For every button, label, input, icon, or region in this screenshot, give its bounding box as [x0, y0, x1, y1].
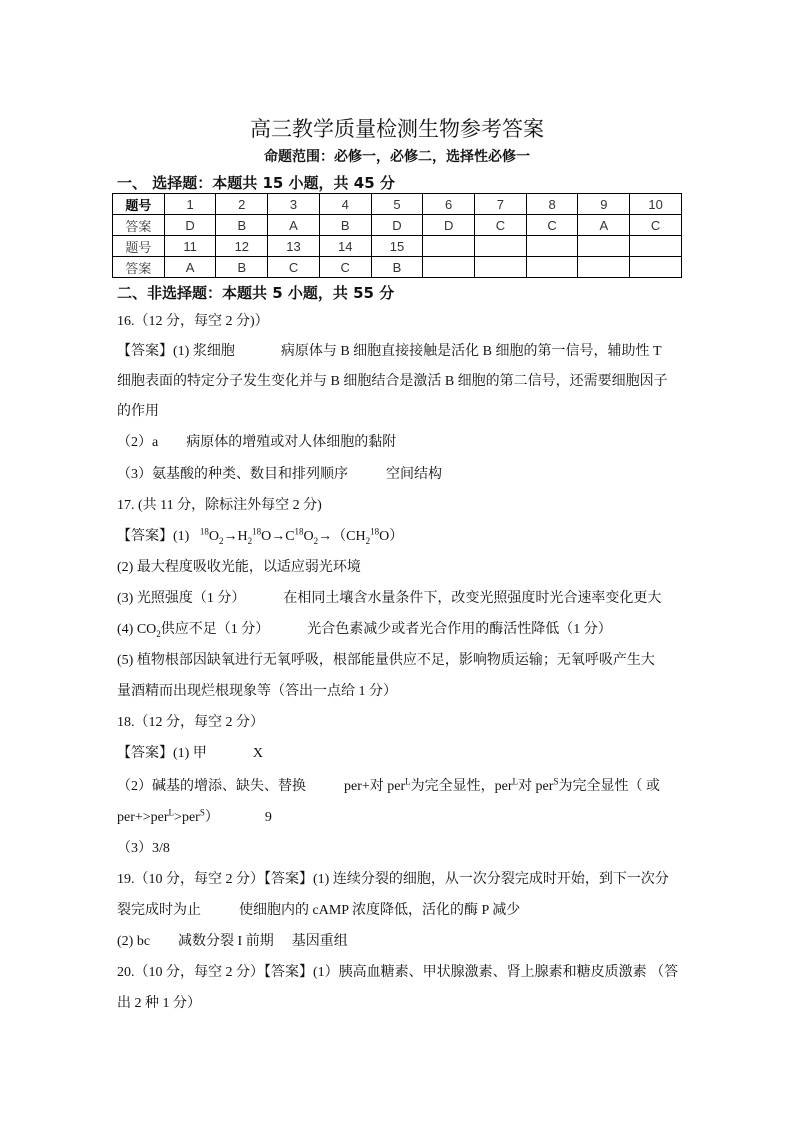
answer-label: （3）氨基酸的种类、数目和排列顺序 — [117, 467, 348, 482]
section-heading-nonchoice: 二、非选择题：本题共 5 小题，共 55 分 — [117, 284, 395, 302]
q17-answer-5-cont: 量酒精而出现烂根现象等（答出一点给 1 分） — [117, 684, 397, 699]
table-cell: C — [475, 215, 527, 236]
q16-answer-3 — [117, 466, 442, 484]
answer-text: 空间结构 — [386, 467, 442, 482]
q17-answer-5: (5) 植物根部因缺氧进行无氧呼吸，根部能量供应不足，影响物质运输；无氧呼吸产生大 — [117, 653, 655, 668]
isotope-formula: $^{18}O_2\to H_2^{18}O\to C^{18}O_2\to(CH_2^{18}O)$ — [199, 526, 404, 546]
answer-label: 【答案】(1) — [117, 529, 190, 544]
table-cell — [526, 257, 578, 278]
answer-label: （2）a — [117, 435, 159, 450]
answer-text: 9 — [264, 810, 272, 825]
table-cell: 1 — [164, 194, 216, 215]
table-cell — [475, 236, 527, 257]
q16-heading: 16.（12 分，每空 2 分)） — [117, 314, 269, 329]
row-header-cell: 题号 — [113, 236, 165, 257]
q17-answer-2: (2) 最大程度吸收光能，以适应弱光环境 — [117, 560, 361, 575]
table-cell: B — [216, 257, 268, 278]
q18-answer-1 — [117, 745, 263, 763]
table-cell: D — [164, 215, 216, 236]
row-header-cell: 题号 — [113, 194, 165, 215]
table-row — [113, 236, 682, 257]
answer-table — [112, 193, 682, 278]
table-cell: D — [423, 215, 475, 236]
table-cell: B — [371, 257, 423, 278]
table-cell: C — [630, 215, 682, 236]
table-cell: 9 — [578, 194, 630, 215]
table-cell: 8 — [526, 194, 578, 215]
row-header-cell: 答案 — [113, 257, 165, 278]
q16-answer-2 — [117, 434, 396, 452]
q20-answer-1: 20.（10 分，每空 2 分）【答案】(1）胰高血糖素、甲状腺激素、肾上腺素和糖皮质激素 （答 — [117, 965, 679, 980]
q16-answer-1 — [117, 343, 662, 361]
table-cell: B — [216, 215, 268, 236]
q19-answer-1: 19.（10 分，每空 2 分）【答案】(1) 连续分裂的细胞，从一次分裂完成时开始，到下一次分 — [117, 872, 669, 887]
answer-text: 光合色素减少或者光合作用的酶活性降低（1 分） — [307, 622, 612, 637]
table-cell: 13 — [268, 236, 320, 257]
table-cell: 4 — [319, 194, 371, 215]
answer-text: 在相同土壤含水量条件下，改变光照强度时光合速率变化更大 — [283, 591, 662, 606]
table-cell: 2 — [216, 194, 268, 215]
answer-text: X — [252, 746, 263, 761]
table-cell — [526, 236, 578, 257]
q17-answer-3 — [117, 590, 661, 608]
answer-label: (3) 光照强度（1 分） — [117, 591, 246, 606]
q17-answer-4: (4) $CO_2$供应不足（1 分） 光合色素减少或者光合作用的酶活性降低（1 分） — [117, 622, 612, 639]
table-cell — [630, 236, 682, 257]
table-row — [113, 215, 682, 236]
q18-heading: 18.（12 分，每空 2 分） — [117, 715, 264, 730]
table-cell: A — [578, 215, 630, 236]
q18-answer-2-cont: per+>per$^L$>per$^S$） 9 — [117, 807, 272, 825]
q19-answer-1-cont: 裂完成时为止 使细胞内的 cAMP 浓度降低，活化的酶 P 减少 — [117, 903, 521, 918]
page-subtitle: 命题范围：必修一，必修二，选择性必修一 — [264, 149, 530, 165]
q16-answer-1-cont: 细胞表面的特定分子发生变化并与 B 细胞结合是激活 B 细胞的第二信号，还需要细胞因子 — [117, 374, 668, 389]
section-heading-choice: 一、 选择题：本题共 15 小题，共 45 分 — [117, 174, 395, 192]
q16-answer-1-cont: 的作用 — [117, 404, 159, 419]
q17-answer-1 — [117, 528, 403, 546]
table-cell — [423, 257, 475, 278]
table-cell — [630, 257, 682, 278]
answer-label: （2）碱基的增添、缺失、替换 — [117, 779, 306, 794]
table-cell: 10 — [630, 194, 682, 215]
table-cell: A — [268, 215, 320, 236]
table-cell: 11 — [164, 236, 216, 257]
answer-text: 病原体的增殖或对人体细胞的黏附 — [186, 435, 397, 450]
table-cell: 6 — [423, 194, 475, 215]
table-cell: 5 — [371, 194, 423, 215]
q17-heading: 17. (共 11 分，除标注外每空 2 分) — [117, 498, 322, 513]
table-cell: 7 — [475, 194, 527, 215]
q20-answer-1-cont: 出 2 种 1 分） — [117, 996, 201, 1011]
q18-answer-3: （3）3/8 — [117, 841, 170, 856]
table-cell — [475, 257, 527, 278]
table-cell: C — [526, 215, 578, 236]
table-cell: D — [371, 215, 423, 236]
table-cell — [423, 236, 475, 257]
table-cell — [578, 257, 630, 278]
table-cell — [578, 236, 630, 257]
page-title: 高三教学质量检测生物参考答案 — [250, 117, 544, 141]
table-cell: 15 — [371, 236, 423, 257]
table-cell: C — [319, 257, 371, 278]
table-row — [113, 257, 682, 278]
table-cell: B — [319, 215, 371, 236]
row-header-cell: 答案 — [113, 215, 165, 236]
answer-text: 病原体与 B 细胞直接接触是活化 B 细胞的第一信号，辅助性 T — [280, 344, 662, 359]
table-cell: C — [268, 257, 320, 278]
table-row — [113, 194, 682, 215]
q18-answer-2: （2）碱基的增添、缺失、替换 per+对 per$^L$为完全显性，per$^L$对 per$^S$为完全显性（ 或 — [117, 776, 660, 794]
table-cell: A — [164, 257, 216, 278]
q19-answer-2: (2) bc 减数分裂 I 前期 基因重组 — [117, 934, 348, 949]
table-cell: 12 — [216, 236, 268, 257]
answer-label: 【答案】(1) 甲 — [117, 746, 207, 761]
answer-label: 【答案】(1) 浆细胞 — [117, 344, 235, 359]
table-cell: 3 — [268, 194, 320, 215]
table-cell: 14 — [319, 236, 371, 257]
